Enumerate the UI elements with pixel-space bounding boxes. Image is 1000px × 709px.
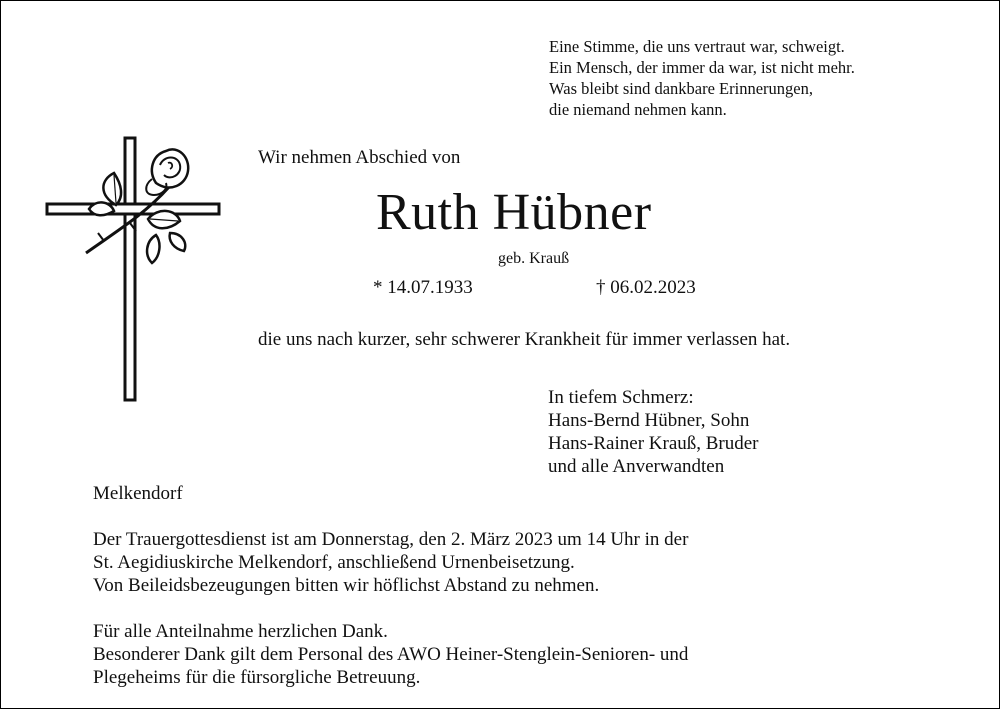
maiden-name: geb. Krauß — [498, 250, 570, 267]
poem-line: Ein Mensch, der immer da war, ist nicht mehr. — [549, 58, 855, 77]
farewell-message: die uns nach kurzer, sehr schwerer Krankheit für immer verlassen hat. — [258, 329, 791, 350]
poem-line: Was bleibt sind dankbare Erinnerungen, — [549, 79, 813, 98]
poem-line: Eine Stimme, die uns vertraut war, schweigt. — [549, 37, 845, 56]
birth-date: * 14.07.1933 — [373, 277, 473, 298]
mourners-line: Hans-Bernd Hübner, Sohn — [548, 410, 750, 431]
thanks-line: Besonderer Dank gilt dem Personal des AWO Heiner-Stenglein-Senioren- und — [93, 644, 689, 665]
thanks-note — [93, 620, 688, 689]
mourners-line: Hans-Rainer Krauß, Bruder — [548, 433, 759, 454]
service-line: Von Beileidsbezeugungen bitten wir höflichst Abstand zu nehmen. — [93, 575, 600, 596]
mourners-block — [548, 386, 759, 478]
deceased-name: Ruth Hübner — [376, 184, 652, 241]
poem-line: die niemand nehmen kann. — [549, 100, 727, 119]
thanks-line: Plegeheims für die fürsorgliche Betreuung. — [93, 667, 421, 688]
poem — [549, 36, 855, 120]
place-name: Melkendorf — [93, 483, 183, 504]
thanks-line: Für alle Anteilnahme herzlichen Dank. — [93, 621, 388, 642]
mourners-line: In tiefem Schmerz: — [548, 387, 694, 408]
farewell-intro: Wir nehmen Abschied von — [258, 147, 461, 168]
mourners-line: und alle Anverwandten — [548, 456, 725, 477]
service-line: St. Aegidiuskirche Melkendorf, anschließend Urnenbeisetzung. — [93, 552, 575, 573]
service-details — [93, 528, 688, 597]
service-line: Der Trauergottesdienst ist am Donnerstag, den 2. März 2023 um 14 Uhr in der — [93, 529, 689, 550]
cross-with-rose-icon — [44, 135, 224, 405]
death-date: † 06.02.2023 — [596, 277, 696, 298]
